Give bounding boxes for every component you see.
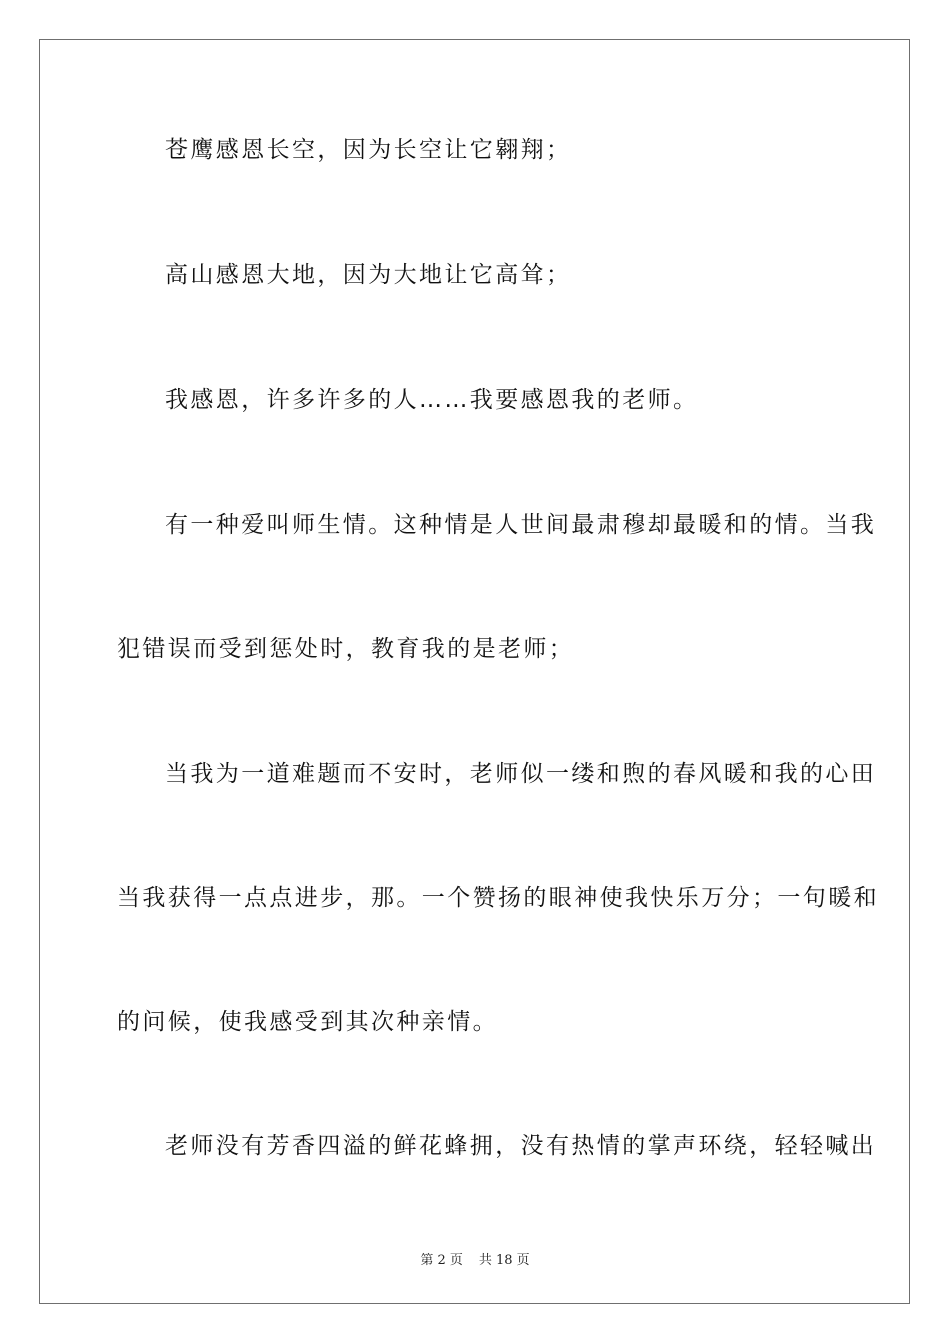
page-total: 共 18 页 [478, 1253, 530, 1268]
paragraph-line-7: 当我获得一点点进步，那。一个赞扬的眼神使我快乐万分；一句暖和 [117, 885, 879, 911]
paragraph-line-9: 老师没有芳香四溢的鲜花蜂拥，没有热情的掌声环绕，轻轻喊出 [165, 1133, 877, 1159]
paragraph-line-8: 的问候，使我感受到其次种亲情。 [117, 1009, 498, 1035]
page-number: 第 2 页 [420, 1253, 463, 1268]
paragraph-line-6: 当我为一道难题而不安时，老师似一缕和煦的春风暖和我的心田 [165, 761, 877, 787]
paragraph-line-4: 有一种爱叫师生情。这种情是人世间最肃穆却最暖和的情。当我 [165, 512, 877, 538]
paragraph-line-5: 犯错误而受到惩处时，教育我的是老师； [117, 636, 575, 662]
page-frame [39, 39, 910, 1304]
page-footer [0, 1249, 950, 1268]
paragraph-line-3: 我感恩，许多许多的人……我要感恩我的老师。 [165, 387, 699, 413]
paragraph-line-2: 高山感恩大地，因为大地让它高耸； [165, 262, 572, 288]
paragraph-line-1: 苍鹰感恩长空，因为长空让它翱翔； [165, 137, 572, 163]
